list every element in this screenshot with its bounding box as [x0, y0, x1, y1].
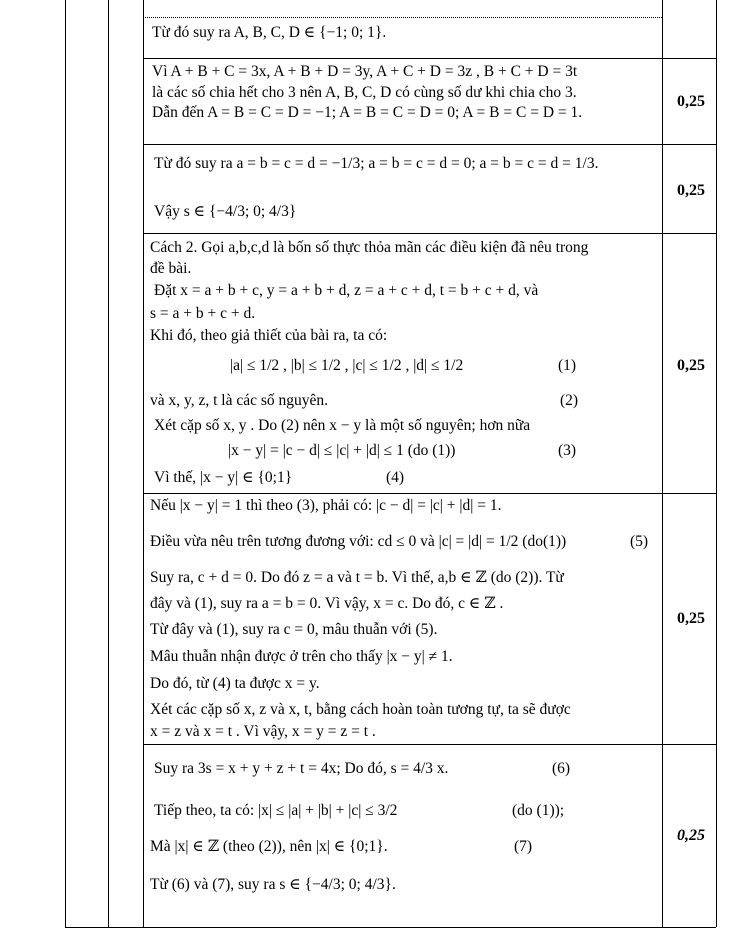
equation-number: (6) — [552, 760, 571, 777]
table-border-col4 — [662, 0, 663, 927]
text-line: Xét cặp số x, y . Do (2) nên x − y là một số nguyên; hơn nữa — [154, 417, 531, 434]
row-separator — [143, 744, 716, 745]
text-line: |a| ≤ 1/2 , |b| ≤ 1/2 , |c| ≤ 1/2 , |d| ≤ 1/2 — [230, 357, 464, 374]
table-bottom-border — [65, 927, 716, 928]
table-border-left — [65, 0, 66, 927]
row-separator — [143, 493, 716, 494]
text-line: Từ đó suy ra a = b = c = d = −1/3; a = b = c = d = 0; a = b = c = d = 1/3. — [154, 155, 599, 172]
row-separator — [143, 233, 716, 234]
score-cell: 0,25 — [677, 610, 705, 627]
text-line: Từ đó suy ra A, B, C, D ∈ {−1; 0; 1}. — [152, 24, 387, 41]
table-border-col2 — [108, 0, 109, 927]
score-cell: 0,25 — [677, 827, 705, 844]
row-separator — [143, 144, 716, 145]
text-line: Xét các cặp số x, z và x, t, bằng cách hoàn toàn tương tự, ta sẽ được — [150, 701, 571, 718]
text-line: đây và (1), suy ra a = b = 0. Vì vậy, x = c. Do đó, c ∈ ℤ . — [150, 595, 504, 612]
text-line: Tiếp theo, ta có: |x| ≤ |a| + |b| + |c| ≤ 3/2 — [154, 802, 398, 819]
text-line: Suy ra, c + d = 0. Do đó z = a và t = b. Vì thế, a,b ∈ ℤ (do (2)). Từ — [150, 569, 564, 586]
text-line: Do đó, từ (4) ta được x = y. — [150, 675, 320, 692]
table-border-col3 — [143, 0, 144, 927]
text-line: Dẫn đến A = B = C = D = −1; A = B = C = D = 0; A = B = C = D = 1. — [152, 104, 583, 121]
text-line: và x, y, z, t là các số nguyên. — [150, 392, 329, 409]
text-line: Điều vừa nêu trên tương đương với: cd ≤ 0 và |c| = |d| = 1/2 (do(1)) — [150, 533, 567, 550]
text-line: Mâu thuẫn nhận được ở trên cho thấy |x − y| ≠ 1. — [150, 648, 453, 665]
text-line: Từ đây và (1), suy ra c = 0, mâu thuẫn với (5). — [150, 621, 438, 638]
text-line: Đặt x = a + b + c, y = a + b + d, z = a + c + d, t = b + c + d, và — [154, 282, 539, 299]
score-cell: 0,25 — [677, 357, 705, 374]
equation-number: (7) — [514, 838, 533, 855]
equation-number: (1) — [558, 357, 577, 374]
table-border-right — [716, 0, 717, 927]
score-cell: 0,25 — [677, 182, 705, 199]
text-line: Cách 2. Gọi a,b,c,d là bốn số thực thỏa mãn các điều kiện đã nêu trong — [150, 239, 589, 256]
text-line: Vì A + B + C = 3x, A + B + D = 3y, A + C + D = 3z , B + C + D = 3t — [152, 63, 578, 80]
text-line: Nếu |x − y| = 1 thì theo (3), phải có: |c − d| = |c| + |d| = 1. — [150, 497, 502, 514]
text-line: Vậy s ∈ {−4/3; 0; 4/3} — [154, 203, 297, 220]
row-top-dotted — [143, 17, 662, 18]
text-line: Vì thế, |x − y| ∈ {0;1} — [154, 469, 293, 486]
text-line: |x − y| = |c − d| ≤ |c| + |d| ≤ 1 (do (1)) — [228, 442, 456, 459]
text-line: Từ (6) và (7), suy ra s ∈ {−4/3; 0; 4/3}. — [150, 876, 396, 893]
text-line: s = a + b + c + d. — [150, 305, 256, 322]
equation-number: (3) — [558, 442, 577, 459]
text-line: x = z và x = t . Vì vậy, x = y = z = t . — [150, 723, 376, 740]
equation-number: (2) — [560, 392, 579, 409]
text-line: Khi đó, theo giả thiết của bài ra, ta có: — [150, 327, 388, 344]
equation-number: (5) — [630, 533, 649, 550]
score-cell: 0,25 — [677, 93, 705, 110]
row-separator — [143, 58, 716, 59]
equation-number: (4) — [386, 469, 405, 486]
text-line: đề bài. — [150, 260, 192, 277]
text-line: là các số chia hết cho 3 nên A, B, C, D có cùng số dư khi chia cho 3. — [152, 84, 577, 101]
text-line: Suy ra 3s = x + y + z + t = 4x; Do đó, s = 4/3 x. — [154, 760, 449, 777]
text-line: Mà |x| ∈ ℤ (theo (2)), nên |x| ∈ {0;1}. — [150, 838, 388, 855]
text-line: (do (1)); — [512, 802, 565, 819]
